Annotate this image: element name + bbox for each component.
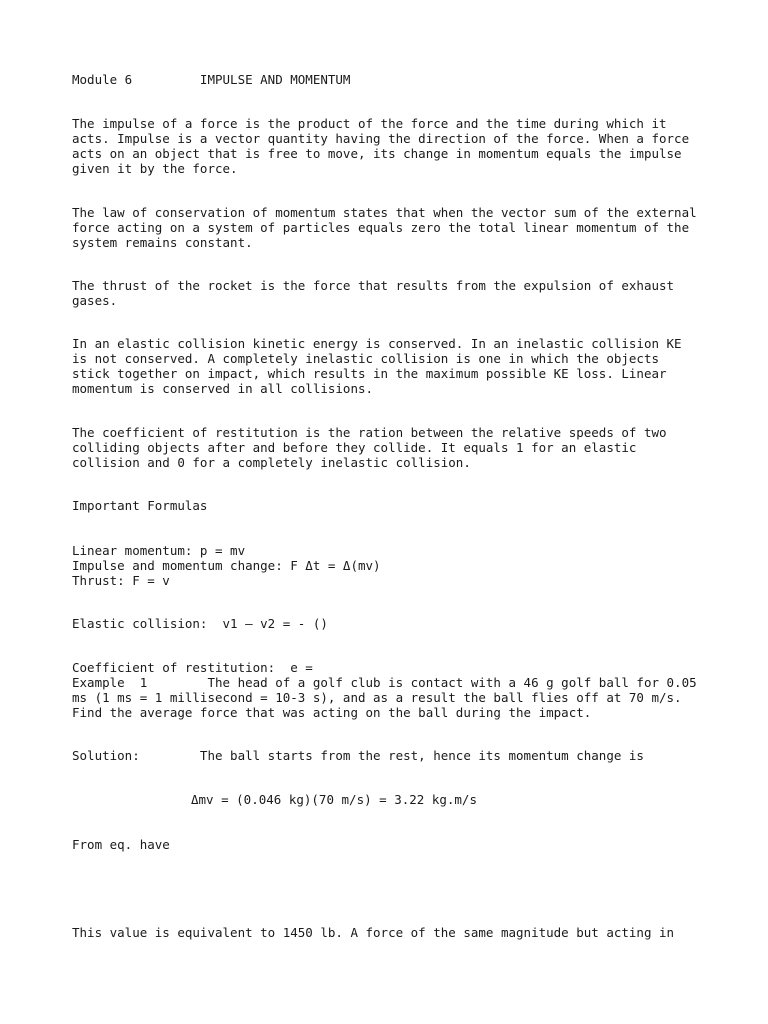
text-line: Find the average force that was acting on the ball during the impact. <box>72 705 592 720</box>
text-line: momentum is conserved in all collisions. <box>72 381 374 396</box>
formula-elastic-collision: Elastic collision: v1 – v2 = - () <box>72 616 328 631</box>
formula-linear-momentum: Linear momentum: p = mv <box>72 543 246 558</box>
text-line: force acting on a system of particles equals zero the total linear momentum of the <box>72 220 690 235</box>
text-line: This value is equivalent to 1450 lb. A force of the same magnitude but acting in <box>72 925 675 940</box>
text-line: The coefficient of restitution is the ration between the relative speeds of two <box>72 425 667 440</box>
text-line: is not conserved. A completely inelastic collision is one in which the objects <box>72 351 659 366</box>
text-line: gases. <box>72 293 118 308</box>
text-line: The impulse of a force is the product of the force and the time during which it <box>72 116 667 131</box>
formula-thrust: Thrust: F = v <box>72 573 170 588</box>
formula-impulse: Impulse and momentum change: F Δt = Δ(mv) <box>72 558 381 573</box>
text-line: ms (1 ms = 1 millisecond = 10-3 s), and as a result the ball flies off at 70 m/s. <box>72 690 682 705</box>
text-line: acts on an object that is free to move, its change in momentum equals the impulse <box>72 146 682 161</box>
text-line: system remains constant. <box>72 235 253 250</box>
formula-restitution: Coefficient of restitution: e = <box>72 660 313 675</box>
text-line: acts. Impulse is a vector quantity having the direction of the force. When a force <box>72 131 690 146</box>
text-line: In an elastic collision kinetic energy is conserved. In an inelastic collision KE <box>72 336 682 351</box>
text-line: stick together on impact, which results in the maximum possible KE loss. Linear <box>72 366 667 381</box>
text-line: given it by the force. <box>72 161 238 176</box>
text-line: colliding objects after and before they collide. It equals 1 for an elastic <box>72 440 637 455</box>
from-eq-line: From eq. have <box>72 837 170 852</box>
momentum-equation: Δmv = (0.046 kg)(70 m/s) = 3.22 kg.m/s <box>191 792 477 807</box>
text-line: Example 1 The head of a golf club is contact with a 46 g golf ball for 0.05 <box>72 675 697 690</box>
text-line: The thrust of the rocket is the force that results from the expulsion of exhaust <box>72 278 675 293</box>
text-line: The law of conservation of momentum states that when the vector sum of the external <box>72 205 697 220</box>
text-line: collision and 0 for a completely inelastic collision. <box>72 455 471 470</box>
solution-line: Solution: The ball starts from the rest, hence its momentum change is <box>72 748 644 763</box>
module-header: Module 6 IMPULSE AND MOMENTUM <box>72 72 351 87</box>
formulas-heading: Important Formulas <box>72 498 208 513</box>
